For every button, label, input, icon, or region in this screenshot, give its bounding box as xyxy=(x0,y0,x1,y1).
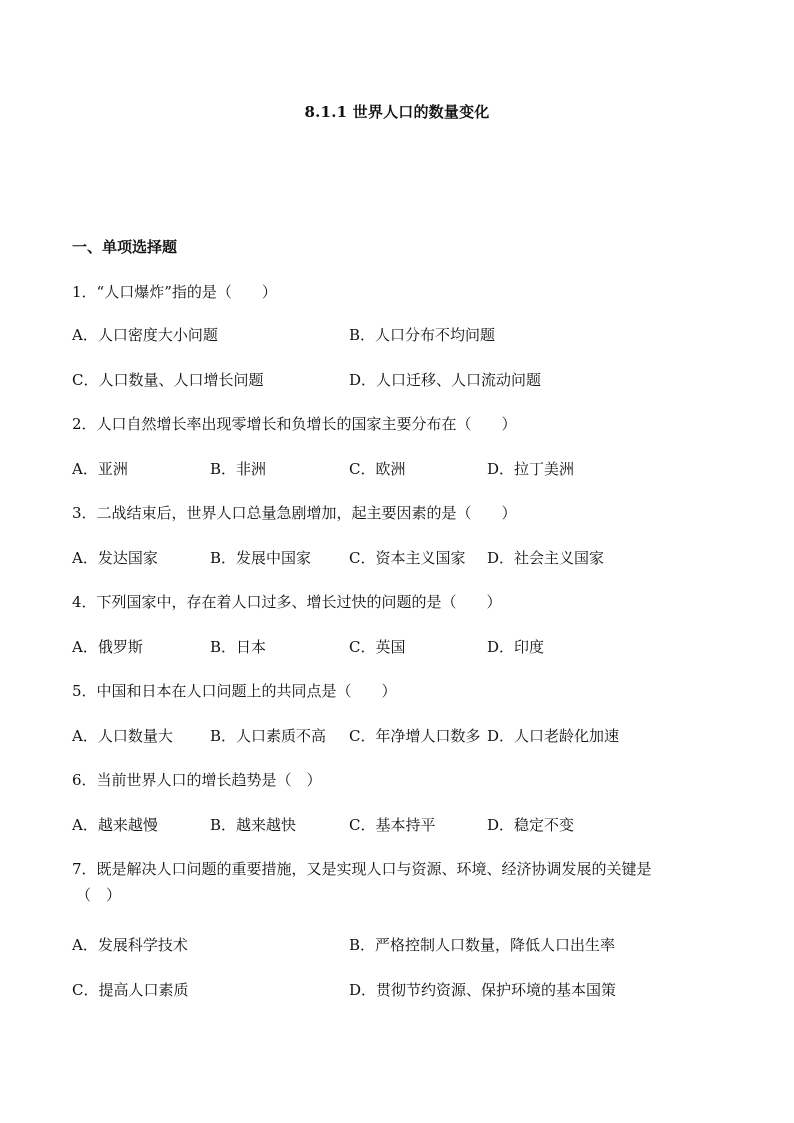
q7-option-c[interactable]: C．提高人口素质 xyxy=(72,981,189,999)
q2-option-a[interactable]: A．亚洲 xyxy=(72,460,128,478)
q2-option-b[interactable]: B．非洲 xyxy=(210,460,267,478)
q7-option-b[interactable]: B．严格控制人口数量，降低人口出生率 xyxy=(349,936,616,954)
q4-option-a[interactable]: A．俄罗斯 xyxy=(72,638,143,656)
q3-option-b[interactable]: B．发展中国家 xyxy=(210,549,312,567)
q5-option-d[interactable]: D．人口老龄化加速 xyxy=(487,727,620,745)
q1-option-a[interactable]: A．人口密度大小问题 xyxy=(72,326,218,344)
question-3: 3．二战结束后，世界人口总量急剧增加，起主要因素的是（ ） xyxy=(72,504,517,522)
q5-option-b[interactable]: B．人口素质不高 xyxy=(210,727,327,745)
q4-option-c[interactable]: C．英国 xyxy=(349,638,406,656)
q4-option-b[interactable]: B．日本 xyxy=(210,638,267,656)
q5-option-a[interactable]: A．人口数量大 xyxy=(72,727,173,745)
question-7: 7．既是解决人口问题的重要措施，又是实现人口与资源、环境、经济协调发展的关键是 xyxy=(72,860,652,878)
question-4: 4．下列国家中，存在着人口过多、增长过快的问题的是（ ） xyxy=(72,593,502,611)
q3-option-c[interactable]: C．资本主义国家 xyxy=(349,549,466,567)
question-1: 1．“人口爆炸”指的是（ ） xyxy=(72,283,277,301)
question-5: 5．中国和日本在人口问题上的共同点是（ ） xyxy=(72,682,397,700)
question-2: 2．人口自然增长率出现零增长和负增长的国家主要分布在（ ） xyxy=(72,415,517,433)
q6-option-b[interactable]: B．越来越快 xyxy=(210,816,297,834)
question-7-continuation: （ ） xyxy=(76,886,122,904)
q2-option-d[interactable]: D．拉丁美洲 xyxy=(487,460,575,478)
q3-option-d[interactable]: D．社会主义国家 xyxy=(487,549,605,567)
page-title: 8.1.1 世界人口的数量变化 xyxy=(304,103,490,121)
q4-option-d[interactable]: D．印度 xyxy=(487,638,545,656)
q2-option-c[interactable]: C．欧洲 xyxy=(349,460,406,478)
q6-option-a[interactable]: A．越来越慢 xyxy=(72,816,158,834)
q6-option-d[interactable]: D．稳定不变 xyxy=(487,816,575,834)
q1-option-c[interactable]: C．人口数量、人口增长问题 xyxy=(72,371,264,389)
q5-option-c[interactable]: C．年净增人口数多 xyxy=(349,727,481,745)
q3-option-a[interactable]: A．发达国家 xyxy=(72,549,158,567)
q1-option-b[interactable]: B．人口分布不均问题 xyxy=(349,326,496,344)
q7-option-a[interactable]: A．发展科学技术 xyxy=(72,936,188,954)
q6-option-c[interactable]: C．基本持平 xyxy=(349,816,436,834)
q7-option-d[interactable]: D．贯彻节约资源、保护环境的基本国策 xyxy=(349,981,617,999)
question-6: 6．当前世界人口的增长趋势是（ ） xyxy=(72,771,322,789)
q1-option-d[interactable]: D．人口迁移、人口流动问题 xyxy=(349,371,542,389)
section-heading: 一、单项选择题 xyxy=(72,238,178,256)
